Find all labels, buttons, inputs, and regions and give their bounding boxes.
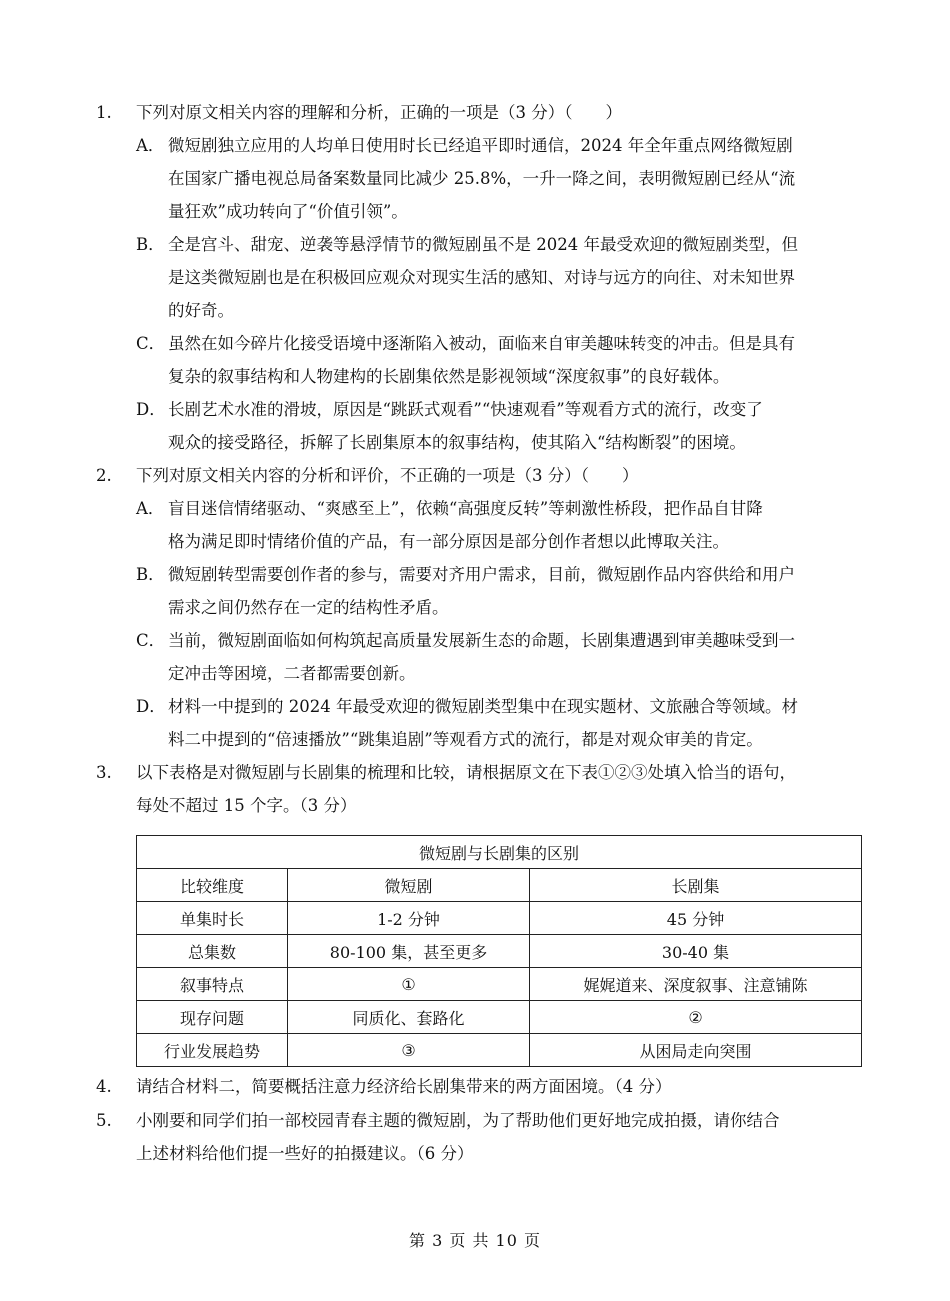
option-b[interactable]	[136, 558, 864, 624]
option-a[interactable]	[136, 129, 864, 228]
table-cell: 总集数	[137, 935, 288, 968]
option-text	[168, 492, 864, 558]
table-header-cell: 长剧集	[530, 869, 862, 902]
option-text	[168, 129, 864, 228]
text-line: 每处不超过 15 个字。（3 分）	[136, 796, 357, 815]
page-footer: 第 3 页 共 10 页	[409, 1231, 541, 1250]
text-line: 以下表格是对微短剧与长剧集的梳理和比较，请根据原文在下表①②③处填入恰当的语句，	[136, 763, 796, 782]
comparison-table	[136, 835, 862, 1067]
question-2	[96, 459, 864, 756]
text-line: 定冲击等困境，二者都需要创新。	[168, 664, 416, 683]
question-stem	[136, 756, 864, 822]
text-line: 虽然在如今碎片化接受语境中逐渐陷入被动，面临来自审美趣味转变的冲击。但是具有	[168, 334, 795, 353]
question-number: 2.	[96, 466, 112, 485]
table-row	[137, 1034, 862, 1067]
text-line: 需求之间仍然存在一定的结构性矛盾。	[168, 598, 449, 617]
option-a[interactable]	[136, 492, 864, 558]
option-text	[168, 624, 864, 690]
table-row	[137, 968, 862, 1001]
text-line: 的好奇。	[168, 301, 234, 320]
table-cell: 30-40 集	[530, 935, 862, 968]
question-number: 4.	[96, 1077, 112, 1096]
question-number: 5.	[96, 1111, 112, 1130]
option-label: B．	[136, 235, 165, 254]
blank-cell-1[interactable]: ①	[288, 968, 530, 1001]
option-label: A．	[136, 499, 165, 518]
table-cell: 从困局走向突围	[530, 1034, 862, 1067]
text-line: 长剧艺术水准的滑坡，原因是“跳跃式观看”“快速观看”等观看方式的流行，改变了	[168, 400, 763, 419]
table-cell: 同质化、套路化	[288, 1001, 530, 1034]
table-cell: 娓娓道来、深度叙事、注意铺陈	[530, 968, 862, 1001]
option-d[interactable]	[136, 393, 864, 459]
question-number: 3.	[96, 763, 112, 782]
text-line: 小刚要和同学们拍一部校园青春主题的微短剧，为了帮助他们更好地完成拍摄，请你结合	[136, 1111, 780, 1130]
text-line: 微短剧独立应用的人均单日使用时长已经追平即时通信，2024 年全年重点网络微短剧	[168, 136, 793, 155]
text-line: 上述材料给他们提一些好的拍摄建议。（6 分）	[136, 1144, 474, 1163]
text-line: 当前，微短剧面临如何构筑起高质量发展新生态的命题，长剧集遭遇到审美趣味受到一	[168, 631, 795, 650]
table-row	[137, 935, 862, 968]
option-text	[168, 558, 864, 624]
question-4	[96, 1070, 864, 1103]
table-title: 微短剧与长剧集的区别	[137, 836, 862, 869]
text-line: 格为满足即时情绪价值的产品，有一部分原因是部分创作者想以此博取关注。	[168, 532, 729, 551]
table-header-cell: 微短剧	[288, 869, 530, 902]
table-cell: 单集时长	[137, 902, 288, 935]
question-stem: 请结合材料二，简要概括注意力经济给长剧集带来的两方面困境。（4 分）	[136, 1077, 672, 1096]
option-text	[168, 393, 864, 459]
question-3	[96, 756, 864, 822]
option-c[interactable]	[136, 624, 864, 690]
text-line: 复杂的叙事结构和人物建构的长剧集依然是影视领域“深度叙事”的良好载体。	[168, 367, 730, 386]
option-label: C．	[136, 631, 166, 650]
option-label: C．	[136, 334, 166, 353]
table-header-cell: 比较维度	[137, 869, 288, 902]
option-b[interactable]	[136, 228, 864, 327]
option-label: D．	[136, 697, 166, 716]
text-line: 在国家广播电视总局备案数量同比减少 25.8%，一升一降之间，表明微短剧已经从“流	[168, 169, 796, 188]
option-label: D．	[136, 400, 166, 419]
text-line: 材料一中提到的 2024 年最受欢迎的微短剧类型集中在现实题材、文旅融合等领域。材	[168, 697, 798, 716]
option-text	[168, 690, 864, 756]
option-text	[168, 228, 864, 327]
text-line: 是这类微短剧也是在积极回应观众对现实生活的感知、对诗与远方的向往、对未知世界	[168, 268, 795, 287]
table-cell: 现存问题	[137, 1001, 288, 1034]
text-line: 料二中提到的“倍速播放”“跳集追剧”等观看方式的流行，都是对观众审美的肯定。	[168, 730, 763, 749]
question-stem: 下列对原文相关内容的理解和分析，正确的一项是（3 分）（ ）	[136, 103, 622, 122]
table-title-row	[137, 836, 862, 869]
question-1	[96, 96, 864, 459]
table-cell: 45 分钟	[530, 902, 862, 935]
question-stem: 下列对原文相关内容的分析和评价，不正确的一项是（3 分）（ ）	[136, 466, 639, 485]
blank-cell-3[interactable]: ③	[288, 1034, 530, 1067]
blank-cell-2[interactable]: ②	[530, 1001, 862, 1034]
table-row	[137, 1001, 862, 1034]
option-d[interactable]	[136, 690, 864, 756]
option-label: A．	[136, 136, 165, 155]
option-text	[168, 327, 864, 393]
table-cell: 80-100 集，甚至更多	[288, 935, 530, 968]
text-line: 盲目迷信情绪驱动、“爽感至上”，依赖“高强度反转”等刺激性桥段，把作品自甘降	[168, 499, 763, 518]
table-cell: 1-2 分钟	[288, 902, 530, 935]
text-line: 全是宫斗、甜宠、逆袭等悬浮情节的微短剧虽不是 2024 年最受欢迎的微短剧类型，但	[168, 235, 798, 254]
option-label: B．	[136, 565, 165, 584]
option-c[interactable]	[136, 327, 864, 393]
question-5	[96, 1104, 864, 1170]
question-stem	[136, 1104, 864, 1170]
question-number: 1.	[96, 103, 112, 122]
text-line: 微短剧转型需要创作者的参与，需要对齐用户需求，目前，微短剧作品内容供给和用户	[168, 565, 795, 584]
table-row	[137, 902, 862, 935]
text-line: 观众的接受路径，拆解了长剧集原本的叙事结构，使其陷入“结构断裂”的困境。	[168, 433, 746, 452]
table-cell: 行业发展趋势	[137, 1034, 288, 1067]
table-cell: 叙事特点	[137, 968, 288, 1001]
table-row	[137, 869, 862, 902]
text-line: 量狂欢”成功转向了“价值引领”。	[168, 202, 408, 221]
